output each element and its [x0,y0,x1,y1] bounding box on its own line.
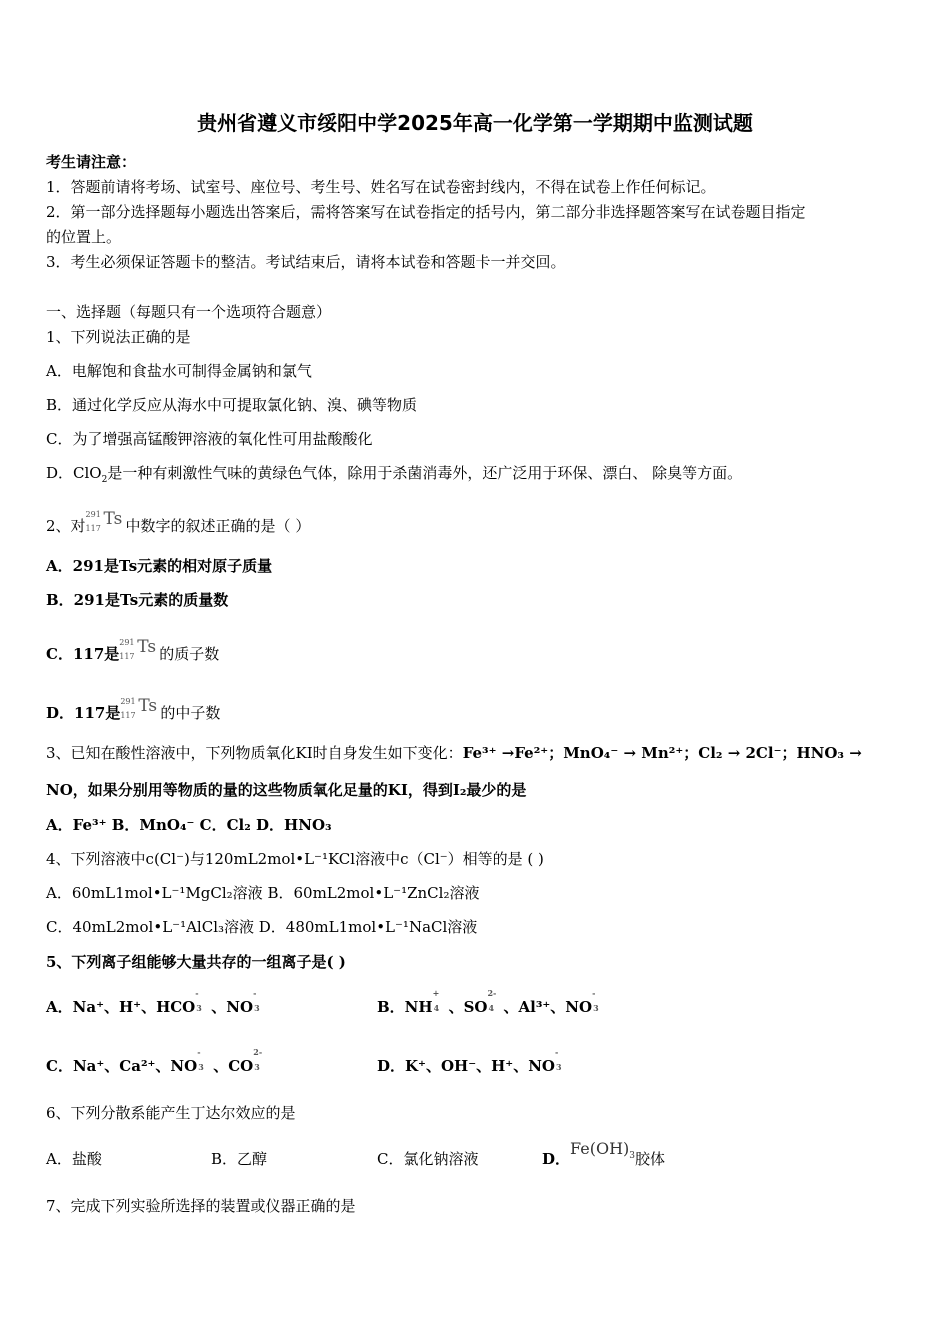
q5-option-d: D．K⁺、OH⁻、H⁺、NO - 3 [377,1047,562,1075]
notice-item-2: 2．第一部分选择题每小题选出答案后，需将答案写在试卷指定的括号内，第二部分非选择题答案写在试卷题目指定 [46,203,806,221]
q1-stem: 1、下列说法正确的是 [46,328,191,346]
q7-stem: 7、完成下列实验所选择的装置或仪器正确的是 [46,1197,356,1215]
isotope-symbol: 291 117 Ts [85,509,123,533]
notice-item-2-cont: 的位置上。 [46,228,122,246]
section-heading: 一、选择题（每题只有一个选项符合题意） [46,303,332,321]
q1-option-a: A．电解饱和食盐水可制得金属钠和氯气 [46,362,312,380]
notice-item-3: 3．考生必须保证答题卡的整洁。考试结束后，请将本试卷和答题卡一并交回。 [46,253,566,271]
q6-option-c: C．氯化钠溶液 [377,1150,479,1168]
q5-option-b: B．NH + 4 、SO 2- 4 、Al³⁺、NO - 3 [377,988,599,1016]
notice-item-1: 1．答题前请将考场、试室号、座位号、考生号、姓名写在试卷密封线内，不得在试卷上作任何标记。 [46,178,716,196]
q5-option-a: A．Na⁺、H⁺、HCO - 3 、NO - 3 [46,988,260,1016]
q6-stem: 6、下列分散系能产生丁达尔效应的是 [46,1104,296,1122]
q2-stem: 2、对 291 117 Ts 中数字的叙述正确的是（ ） [46,509,311,535]
q1-option-c: C．为了增强高锰酸钾溶液的氧化性可用盐酸酸化 [46,430,373,448]
q4-options-cd: C．40mL2mol•L⁻¹AlCl₃溶液 D．480mL1mol•L⁻¹NaCl溶液 [46,918,478,936]
q3-stem: 3、已知在酸性溶液中，下列物质氧化KI时自身发生如下变化：Fe³⁺ →Fe²⁺；MnO₄⁻ → Mn²⁺；Cl₂ → 2Cl⁻；HNO₃ → [46,744,862,762]
q4-options-ab: A．60mL1mol•L⁻¹MgCl₂溶液 B．60mL2mol•L⁻¹ZnCl₂溶液 [46,884,480,902]
q4-stem: 4、下列溶液中c(Cl⁻)与120mL2mol•L⁻¹KCl溶液中c（Cl⁻）相等的是 ( ) [46,850,544,868]
q6-option-a: A．盐酸 [46,1150,102,1168]
q3-options: A．Fe³⁺ B．MnO₄⁻ C．Cl₂ D．HNO₃ [46,816,332,834]
q2-option-c: C．117是 291 117 Ts 的质子数 [46,637,220,663]
q2-option-d: D．117是 291 117 Ts 的中子数 [46,696,221,722]
q5-option-c: C．Na⁺、Ca²⁺、NO - 3 、CO 2- 3 [46,1047,263,1075]
q3-stem-cont: NO，如果分别用等物质的量的这些物质氧化足量的KI，得到I₂最少的是 [46,781,527,799]
isotope-symbol: 291 117 Ts [119,637,157,661]
q1-option-d: D．ClO$_2$是一种有刺激性气味的黄绿色气体，除用于杀菌消毒外，还广泛用于环保、漂白、 除臭等方面。 [46,464,743,485]
notice-heading: 考生请注意： [46,153,137,171]
q2-option-a: A．291是Ts元素的相对原子质量 [46,557,273,575]
isotope-symbol: 291 117 Ts [120,696,158,720]
q5-stem: 5、下列离子组能够大量共存的一组离子是( ) [46,953,346,971]
q1-option-b: B．通过化学反应从海水中可提取氯化钠、溴、碘等物质 [46,396,418,414]
q6-option-b: B．乙醇 [211,1150,268,1168]
q6-option-d: D．$Fe(OH)_3$胶体 [542,1139,666,1168]
q2-option-b: B．291是Ts元素的质量数 [46,591,229,609]
page-title: 贵州省遵义市绥阳中学2025年高一化学第一学期期中监测试题 [197,111,753,135]
